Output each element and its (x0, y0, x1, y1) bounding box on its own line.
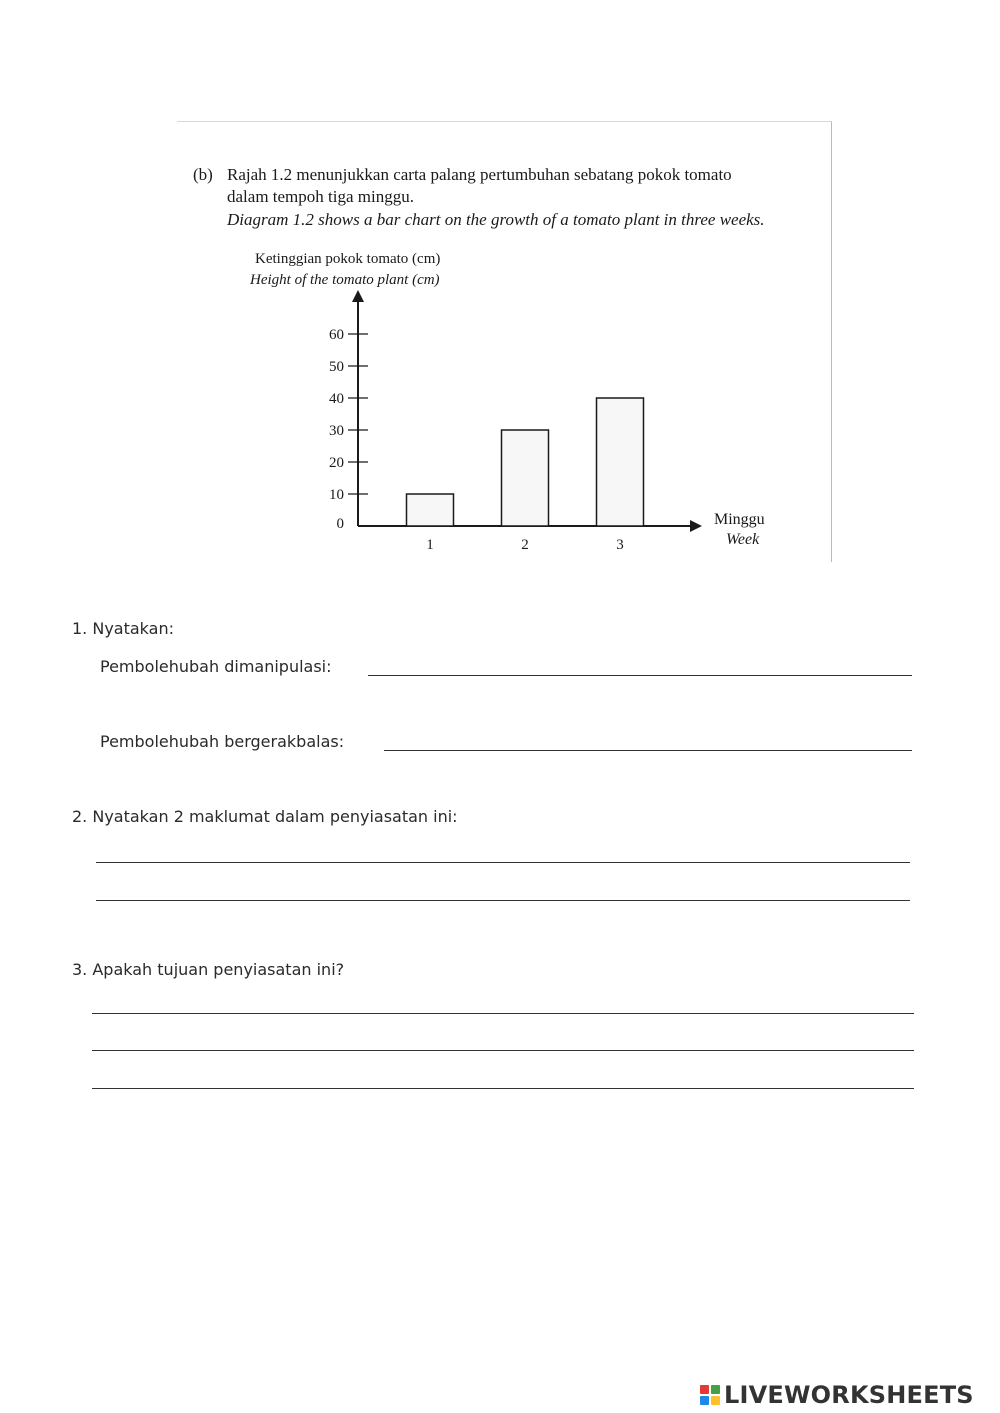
responding-variable-answer-line[interactable] (384, 750, 912, 751)
x-tick-label: 3 (616, 537, 624, 553)
manipulated-variable-label: Pembolehubah dimanipulasi: (100, 657, 332, 676)
manipulated-variable-answer-line[interactable] (368, 675, 912, 676)
y-axis-title: Ketinggian pokok tomato (cm) (255, 251, 441, 267)
question-3-label: 3. Apakah tujuan penyiasatan ini? (72, 960, 345, 979)
logo-square (711, 1396, 720, 1405)
liveworksheets-logo (700, 1378, 974, 1412)
responding-variable-label: Pembolehubah bergerakbalas: (100, 732, 345, 751)
question-2-label: 2. Nyatakan 2 maklumat dalam penyiasatan ini: (72, 807, 458, 826)
question-2-answer-line[interactable] (96, 900, 910, 901)
bar (407, 494, 454, 526)
question-text-english: Diagram 1.2 shows a bar chart on the growth of a tomato plant in three weeks. (227, 210, 765, 229)
question-3-answer-line[interactable] (92, 1050, 914, 1051)
logo-square (711, 1385, 720, 1394)
liveworksheets-icon (700, 1385, 720, 1405)
y-axis-arrow (352, 290, 364, 302)
y-tick-label: 50 (329, 359, 344, 375)
question-3-answer-line[interactable] (92, 1013, 914, 1014)
question-3-answer-line[interactable] (92, 1088, 914, 1089)
question-text-malay: Rajah 1.2 menunjukkan carta palang pertumbuhan sebatang pokok tomato (227, 165, 732, 184)
brand-name: LIVEWORKSHEETS (724, 1381, 974, 1409)
y-axis-title-english: Height of the tomato plant (cm) (250, 272, 440, 288)
bar (502, 430, 549, 526)
bar (597, 398, 644, 526)
logo-square (700, 1385, 709, 1394)
question-text-malay-cont: dalam tempoh tiga minggu. (227, 187, 414, 206)
question-1-label: 1. Nyatakan: (72, 619, 174, 638)
y-tick-label: 60 (329, 327, 344, 343)
y-tick-label: 0 (336, 516, 344, 532)
x-axis-title: Minggu (714, 511, 765, 528)
question-2-answer-line[interactable] (96, 862, 910, 863)
bar-chart (177, 122, 831, 562)
x-tick-label: 1 (426, 537, 434, 553)
y-tick-label: 10 (329, 487, 344, 503)
y-tick-label: 40 (329, 391, 344, 407)
y-tick-label: 20 (329, 455, 344, 471)
x-axis-title-english: Week (726, 531, 760, 548)
x-tick-label: 2 (521, 537, 529, 553)
logo-square (700, 1396, 709, 1405)
y-tick-label: 30 (329, 423, 344, 439)
textbook-excerpt (177, 121, 832, 562)
item-label: (b) (193, 165, 213, 184)
x-axis-arrow (690, 520, 702, 532)
